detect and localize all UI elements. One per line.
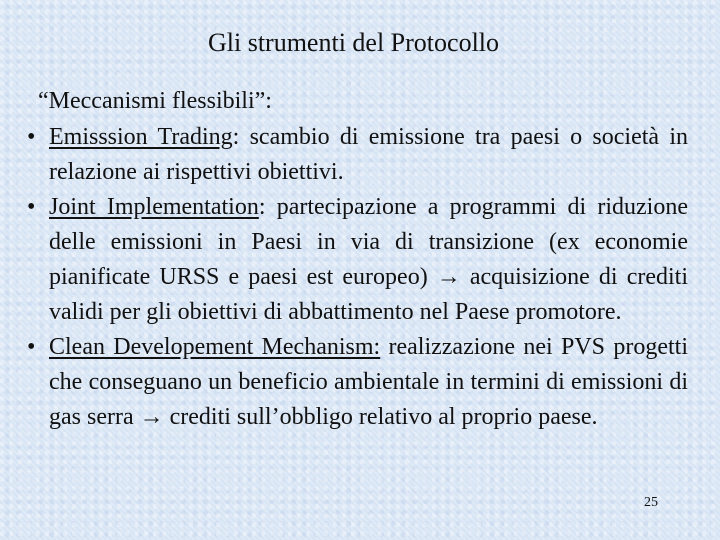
page-number: 25 xyxy=(644,495,658,510)
term-separator: : xyxy=(258,194,266,220)
term-joint-implementation: Joint Implementation xyxy=(49,194,259,220)
bullet-marker: • xyxy=(27,194,36,220)
term-separator: : xyxy=(232,124,240,150)
intro-text: “Meccanismi flessibili”: xyxy=(38,88,272,114)
item-description: scambio di emissione tra paesi o società in relazione ai rispettivi obiettivi. xyxy=(49,124,689,185)
term-emission-trading: Emisssion Trading xyxy=(49,124,233,150)
bullet-marker: • xyxy=(27,124,36,150)
list-item-clean-development-mechanism xyxy=(25,330,688,435)
slide-title: Gli strumenti del Protocollo xyxy=(207,28,500,57)
item-description: realizzazione nei PVS progetti che conseguano un beneficio ambientale in termini di emissioni di gas serra → crediti sull’obbligo relativo al proprio paese. xyxy=(49,334,688,430)
term-clean-development-mechanism: Clean Developement Mechanism: xyxy=(49,334,381,360)
list-item-emission-trading xyxy=(25,120,688,190)
list-item-joint-implementation xyxy=(25,190,688,330)
item-description: partecipazione a programmi di riduzione delle emissioni in Paesi in via di transizione (ex economie pianificate URSS e paesi est europeo) → acquisizione di crediti validi per gli obiettivi di abbattimento nel Paese promotore. xyxy=(49,194,688,325)
bullet-marker: • xyxy=(27,334,36,360)
bullet-list xyxy=(25,120,688,435)
